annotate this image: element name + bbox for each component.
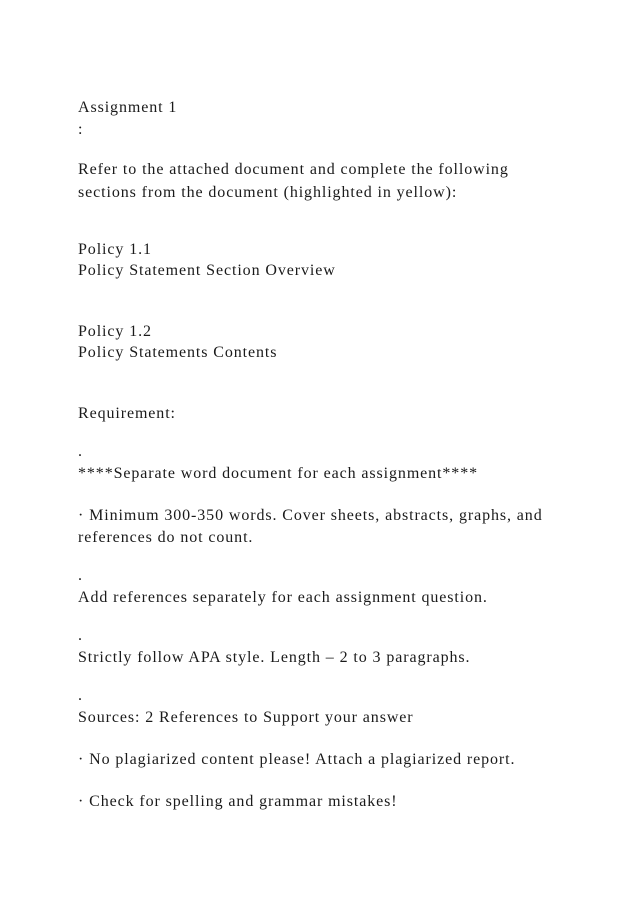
- intro-line-1: Refer to the attached document and complete the following: [78, 161, 509, 178]
- requirement-item-2-line-1: · Minimum 300-350 words. Cover sheets, abstracts, graphs, and: [78, 507, 543, 524]
- policy-2-name: Policy Statements Contents: [78, 344, 278, 361]
- requirement-heading: Requirement:: [78, 405, 176, 422]
- requirement-item-5: Sources: 2 References to Support your answer: [78, 709, 414, 726]
- policy-2-number: Policy 1.2: [78, 323, 152, 340]
- intro-line-2: sections from the document (highlighted in yellow):: [78, 184, 458, 201]
- requirement-bullet-4: .: [78, 627, 83, 644]
- requirement-bullet-1: .: [78, 443, 83, 460]
- requirement-bullet-5: .: [78, 687, 83, 704]
- requirement-item-6: · No plagiarized content please! Attach a plagiarized report.: [78, 751, 516, 768]
- requirement-bullet-3: .: [78, 567, 83, 584]
- requirement-item-2-line-2: references do not count.: [78, 529, 254, 546]
- requirement-item-1: ****Separate word document for each assignment****: [78, 465, 479, 482]
- assignment-title-colon: :: [78, 121, 84, 138]
- assignment-title: Assignment 1: [78, 99, 178, 116]
- requirement-item-3: Add references separately for each assignment question.: [78, 589, 488, 606]
- policy-1-name: Policy Statement Section Overview: [78, 262, 336, 279]
- policy-1-number: Policy 1.1: [78, 241, 152, 258]
- requirement-item-4: Strictly follow APA style. Length – 2 to 3 paragraphs.: [78, 649, 471, 666]
- requirement-item-7: · Check for spelling and grammar mistakes!: [78, 793, 398, 810]
